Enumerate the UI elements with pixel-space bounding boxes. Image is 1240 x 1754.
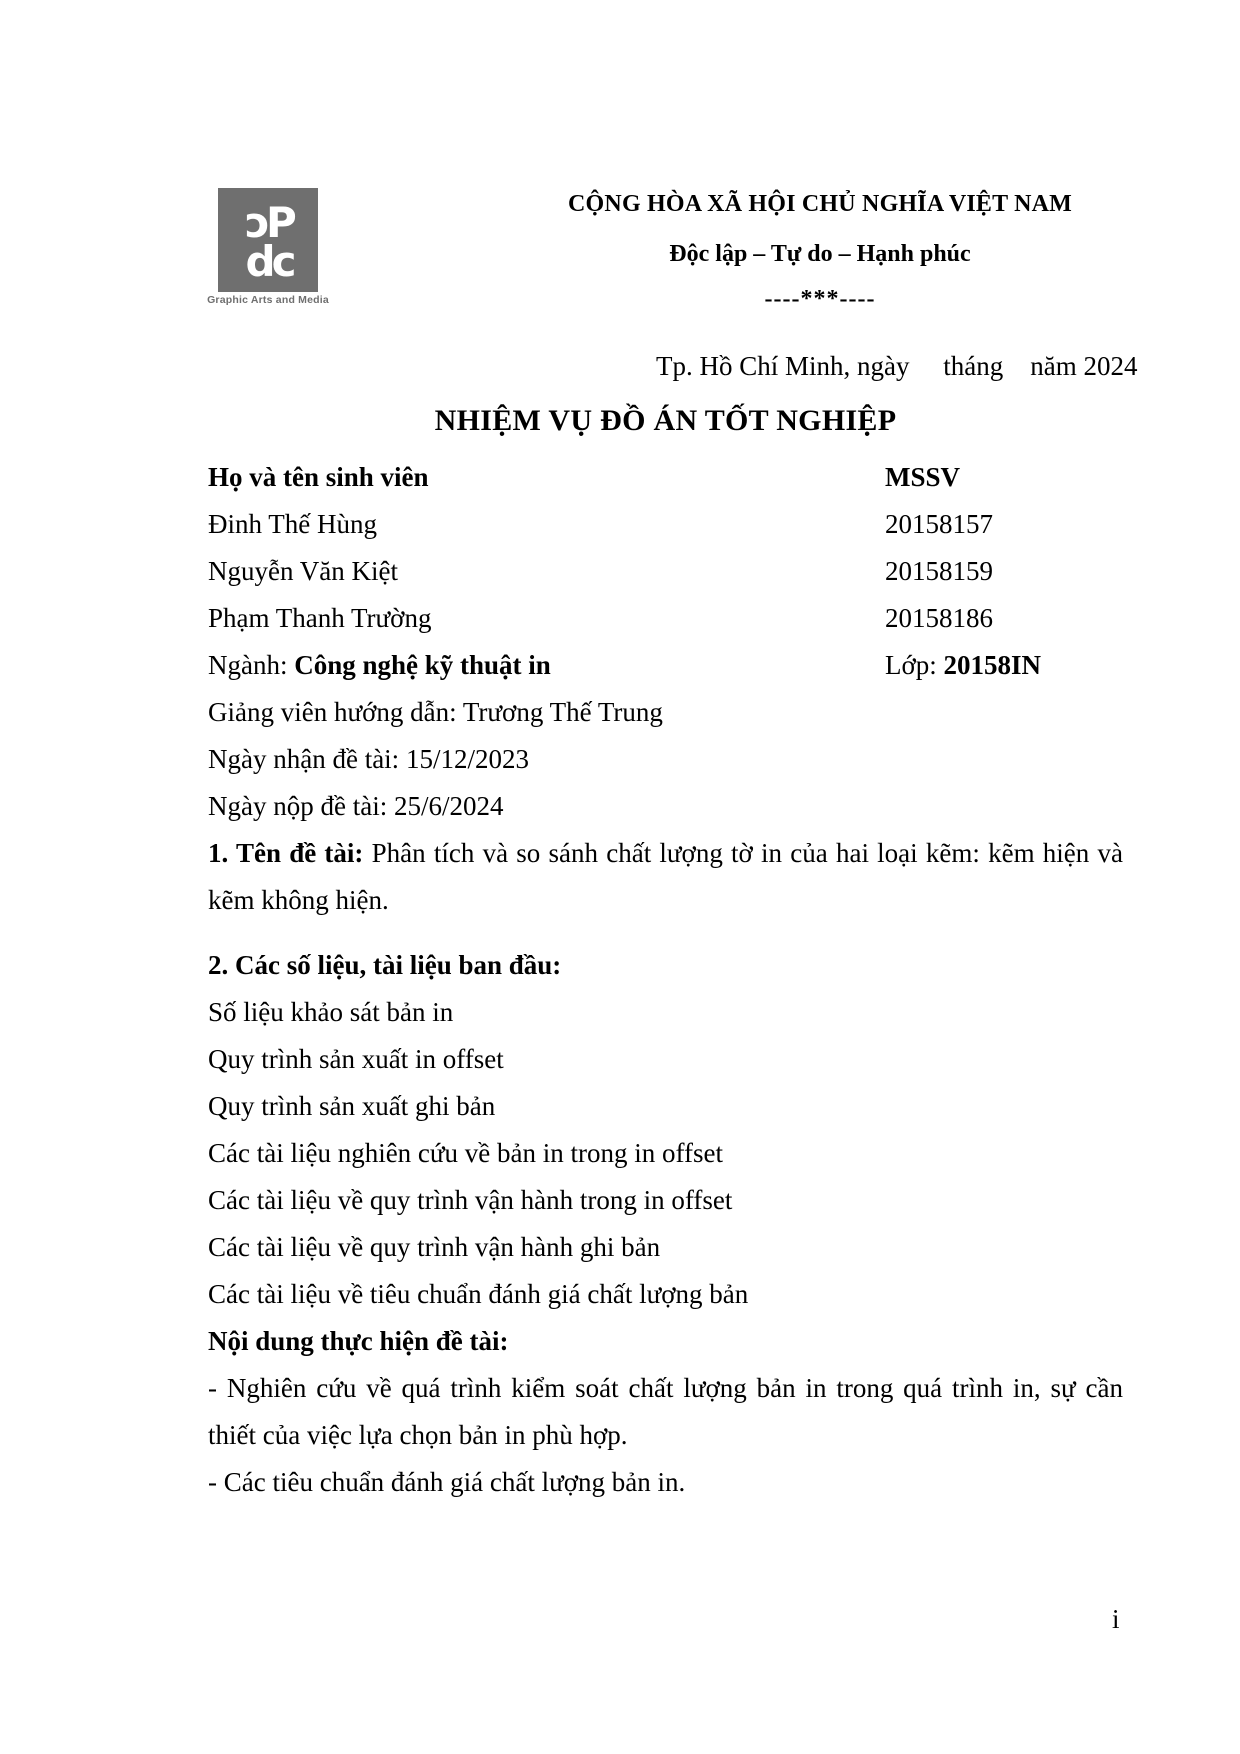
student-row bbox=[208, 501, 1123, 548]
logo-caption: Graphic Arts and Media bbox=[207, 294, 329, 306]
page-number: i bbox=[1112, 1604, 1120, 1634]
mssv-header-label: MSSV bbox=[885, 462, 961, 492]
place-date-line: Tp. Hồ Chí Minh, ngày tháng năm 2024 bbox=[656, 351, 1138, 381]
content-section-heading: Nội dung thực hiện đề tài: bbox=[208, 1326, 509, 1356]
students-header-row bbox=[208, 454, 1123, 501]
major-label: Ngành: bbox=[208, 650, 295, 680]
content-item: - Nghiên cứu về quá trình kiểm soát chất lượng bản in trong quá trình in, sự cần thiết của việc lựa chọn bản in phù hợp. bbox=[208, 1373, 1123, 1450]
student-id: 20158186 bbox=[885, 603, 993, 633]
student-row bbox=[208, 595, 1123, 642]
student-name: Phạm Thanh Trường bbox=[208, 603, 432, 633]
class-label: Lớp: bbox=[885, 650, 944, 680]
national-title: CỘNG HÒA XÃ HỘI CHỦ NGHĨA VIỆT NAM bbox=[568, 191, 1072, 217]
header-separator: ----***---- bbox=[764, 286, 876, 312]
national-header bbox=[520, 190, 1120, 313]
student-row bbox=[208, 548, 1123, 595]
submitted-date-line: Ngày nộp đề tài: 25/6/2024 bbox=[208, 791, 504, 821]
topic-text: Phân tích và so sánh chất lượng tờ in của hai loại kẽm: kẽm hiện và kẽm không hiện. bbox=[208, 838, 1123, 915]
topic-label: 1. Tên đề tài: bbox=[208, 838, 364, 868]
major-class-row bbox=[208, 642, 1123, 689]
data-section-heading: 2. Các số liệu, tài liệu ban đầu: bbox=[208, 950, 562, 980]
faculty-logo bbox=[207, 188, 329, 306]
data-item: Các tài liệu nghiên cứu về bản in trong in offset bbox=[208, 1138, 724, 1168]
data-item: Số liệu khảo sát bản in bbox=[208, 997, 454, 1027]
data-item: Quy trình sản xuất ghi bản bbox=[208, 1091, 496, 1121]
data-item: Các tài liệu về quy trình vận hành trong in offset bbox=[208, 1185, 733, 1215]
student-name: Đinh Thế Hùng bbox=[208, 509, 377, 539]
topic-paragraph bbox=[208, 830, 1123, 924]
advisor-line: Giảng viên hướng dẫn: Trương Thế Trung bbox=[208, 697, 663, 727]
data-item: Quy trình sản xuất in offset bbox=[208, 1044, 504, 1074]
major-value: Công nghệ kỹ thuật in bbox=[294, 650, 551, 680]
received-date-line: Ngày nhận đề tài: 15/12/2023 bbox=[208, 744, 529, 774]
student-name: Nguyễn Văn Kiệt bbox=[208, 556, 398, 586]
national-motto: Độc lập – Tự do – Hạnh phúc bbox=[669, 241, 971, 267]
major-field bbox=[208, 650, 551, 680]
logo-monogram-top: ɔP bbox=[245, 198, 293, 247]
student-id: 20158159 bbox=[885, 556, 993, 586]
class-value: 20158IN bbox=[943, 650, 1042, 680]
class-field bbox=[885, 642, 1041, 689]
page-title: NHIỆM VỤ ĐỒ ÁN TỐT NGHIỆP bbox=[434, 404, 897, 437]
students-header-label: Họ và tên sinh viên bbox=[208, 462, 429, 492]
data-item: Các tài liệu về quy trình vận hành ghi bản bbox=[208, 1232, 661, 1262]
student-id: 20158157 bbox=[885, 509, 993, 539]
data-item: Các tài liệu về tiêu chuẩn đánh giá chất lượng bản bbox=[208, 1279, 749, 1309]
graphic-arts-media-logo-icon bbox=[218, 188, 318, 292]
document-body bbox=[208, 454, 1123, 1506]
content-item: - Các tiêu chuẩn đánh giá chất lượng bản in. bbox=[208, 1467, 686, 1497]
logo-monogram-bottom: dc bbox=[245, 237, 293, 286]
